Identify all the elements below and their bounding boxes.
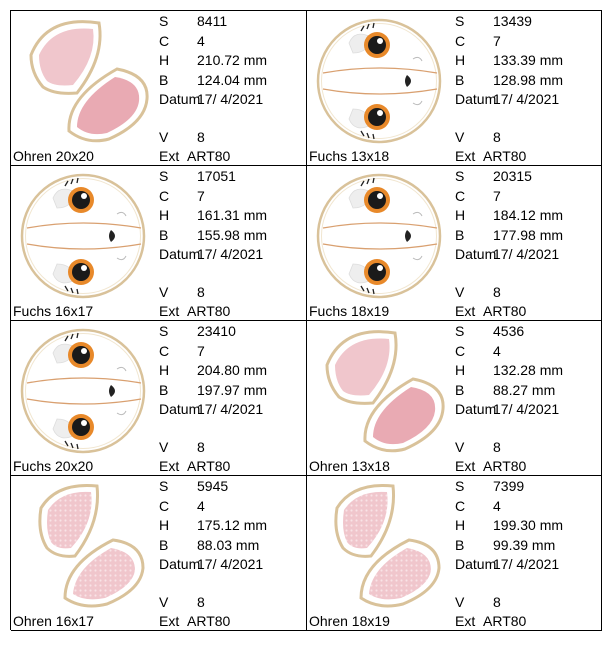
field-value-ext: ART80 <box>187 613 231 629</box>
design-name: Ohren 13x18 <box>309 458 390 474</box>
field-label-datum: Datum <box>455 246 497 262</box>
field-value-s: 23410 <box>197 323 236 339</box>
field-value-ext: ART80 <box>483 613 527 629</box>
field-label-ext: Ext <box>159 148 180 164</box>
design-name: Fuchs 16x17 <box>13 303 94 319</box>
field-value-b: 99.39 mm <box>493 537 556 553</box>
field-label-s: S <box>455 168 465 184</box>
field-label-c: C <box>455 498 466 514</box>
field-label-h: H <box>455 517 466 533</box>
design-catalog-sheet <box>10 10 602 630</box>
field-label-c: C <box>455 33 466 49</box>
field-label-c: C <box>455 188 466 204</box>
field-label-ext: Ext <box>159 613 180 629</box>
field-label-v: V <box>159 439 169 455</box>
field-label-s: S <box>159 168 169 184</box>
field-value-h: 133.39 mm <box>493 52 564 68</box>
field-label-s: S <box>455 13 465 29</box>
field-value-s: 8411 <box>197 13 228 29</box>
field-value-h: 184.12 mm <box>493 207 564 223</box>
field-value-b: 128.98 mm <box>493 72 564 88</box>
field-value-c: 7 <box>197 188 205 204</box>
design-thumbnail <box>13 323 153 457</box>
design-thumbnail <box>13 13 153 147</box>
field-value-h: 161.31 mm <box>197 207 268 223</box>
field-value-v: 8 <box>197 439 205 455</box>
field-label-datum: Datum <box>455 556 497 572</box>
field-label-h: H <box>159 207 170 223</box>
field-value-c: 4 <box>197 498 205 514</box>
field-label-c: C <box>455 343 466 359</box>
field-label-b: B <box>455 537 465 553</box>
field-value-v: 8 <box>197 129 205 145</box>
field-label-datum: Datum <box>159 246 201 262</box>
field-label-ext: Ext <box>159 303 180 319</box>
design-name: Fuchs 13x18 <box>309 148 390 164</box>
field-label-ext: Ext <box>159 458 180 474</box>
field-value-c: 4 <box>197 33 205 49</box>
field-label-s: S <box>455 478 465 494</box>
field-value-c: 4 <box>493 343 501 359</box>
field-label-h: H <box>455 52 466 68</box>
field-label-ext: Ext <box>455 613 476 629</box>
field-value-datum: 17/ 4/2021 <box>493 91 560 107</box>
field-label-h: H <box>455 207 466 223</box>
field-value-ext: ART80 <box>187 458 231 474</box>
field-value-datum: 17/ 4/2021 <box>197 556 264 572</box>
field-label-c: C <box>159 343 170 359</box>
field-value-ext: ART80 <box>483 148 527 164</box>
field-label-datum: Datum <box>159 91 201 107</box>
field-value-h: 204.80 mm <box>197 362 268 378</box>
field-label-h: H <box>159 362 170 378</box>
field-label-b: B <box>159 72 169 88</box>
design-cell <box>11 11 307 166</box>
field-label-h: H <box>455 362 466 378</box>
field-value-ext: ART80 <box>483 458 527 474</box>
field-label-s: S <box>159 323 169 339</box>
field-label-ext: Ext <box>455 148 476 164</box>
design-cell <box>307 166 602 321</box>
design-thumbnail <box>13 168 153 302</box>
field-label-c: C <box>159 498 170 514</box>
design-thumbnail <box>309 323 449 457</box>
field-value-b: 155.98 mm <box>197 227 268 243</box>
field-value-datum: 17/ 4/2021 <box>493 556 560 572</box>
field-label-v: V <box>455 129 465 145</box>
field-value-c: 4 <box>493 498 501 514</box>
design-thumbnail <box>13 478 153 612</box>
field-label-b: B <box>159 382 169 398</box>
field-label-v: V <box>455 439 465 455</box>
field-label-b: B <box>159 537 169 553</box>
field-value-ext: ART80 <box>187 148 231 164</box>
field-value-c: 7 <box>197 343 205 359</box>
field-value-v: 8 <box>493 439 501 455</box>
field-label-v: V <box>159 594 169 610</box>
design-cell <box>11 166 307 321</box>
design-name: Ohren 20x20 <box>13 148 94 164</box>
field-value-ext: ART80 <box>483 303 527 319</box>
field-value-v: 8 <box>493 594 501 610</box>
field-label-b: B <box>455 72 465 88</box>
field-label-s: S <box>159 13 169 29</box>
field-label-datum: Datum <box>159 401 201 417</box>
field-label-s: S <box>159 478 169 494</box>
design-thumbnail <box>309 168 449 302</box>
field-label-b: B <box>159 227 169 243</box>
field-label-c: C <box>159 188 170 204</box>
field-value-h: 175.12 mm <box>197 517 268 533</box>
field-label-ext: Ext <box>455 458 476 474</box>
design-cell <box>11 476 307 631</box>
field-value-s: 17051 <box>197 168 236 184</box>
field-value-v: 8 <box>197 594 205 610</box>
design-cell <box>11 321 307 476</box>
field-value-v: 8 <box>197 284 205 300</box>
field-label-h: H <box>159 517 170 533</box>
field-value-h: 132.28 mm <box>493 362 564 378</box>
design-cell <box>307 321 602 476</box>
field-value-datum: 17/ 4/2021 <box>493 401 560 417</box>
field-label-c: C <box>159 33 170 49</box>
field-label-datum: Datum <box>455 91 497 107</box>
field-value-s: 5945 <box>197 478 229 494</box>
field-label-b: B <box>455 382 465 398</box>
field-value-v: 8 <box>493 129 501 145</box>
design-thumbnail <box>309 478 449 612</box>
field-value-b: 197.97 mm <box>197 382 268 398</box>
field-value-b: 88.27 mm <box>493 382 556 398</box>
field-value-s: 7399 <box>493 478 525 494</box>
field-label-h: H <box>159 52 170 68</box>
field-value-h: 210.72 mm <box>197 52 268 68</box>
design-name: Ohren 18x19 <box>309 613 390 629</box>
field-label-v: V <box>455 594 465 610</box>
field-label-datum: Datum <box>159 556 201 572</box>
design-cell <box>307 476 602 631</box>
field-value-c: 7 <box>493 188 501 204</box>
design-name: Fuchs 20x20 <box>13 458 94 474</box>
field-value-ext: ART80 <box>187 303 231 319</box>
field-value-datum: 17/ 4/2021 <box>197 91 264 107</box>
field-value-h: 199.30 mm <box>493 517 564 533</box>
field-value-c: 7 <box>493 33 501 49</box>
field-value-b: 124.04 mm <box>197 72 268 88</box>
field-label-b: B <box>455 227 465 243</box>
field-value-b: 88.03 mm <box>197 537 260 553</box>
field-value-s: 4536 <box>493 323 525 339</box>
field-label-v: V <box>159 129 169 145</box>
field-value-b: 177.98 mm <box>493 227 564 243</box>
design-thumbnail <box>309 13 449 147</box>
field-value-datum: 17/ 4/2021 <box>197 246 264 262</box>
field-value-datum: 17/ 4/2021 <box>197 401 264 417</box>
field-label-s: S <box>455 323 465 339</box>
design-cell <box>307 11 602 166</box>
field-value-v: 8 <box>493 284 501 300</box>
field-label-datum: Datum <box>455 401 497 417</box>
design-name: Fuchs 18x19 <box>309 303 390 319</box>
field-value-datum: 17/ 4/2021 <box>493 246 560 262</box>
field-value-s: 13439 <box>493 13 532 29</box>
field-label-v: V <box>159 284 169 300</box>
field-value-s: 20315 <box>493 168 532 184</box>
design-name: Ohren 16x17 <box>13 613 94 629</box>
field-label-v: V <box>455 284 465 300</box>
field-label-ext: Ext <box>455 303 476 319</box>
